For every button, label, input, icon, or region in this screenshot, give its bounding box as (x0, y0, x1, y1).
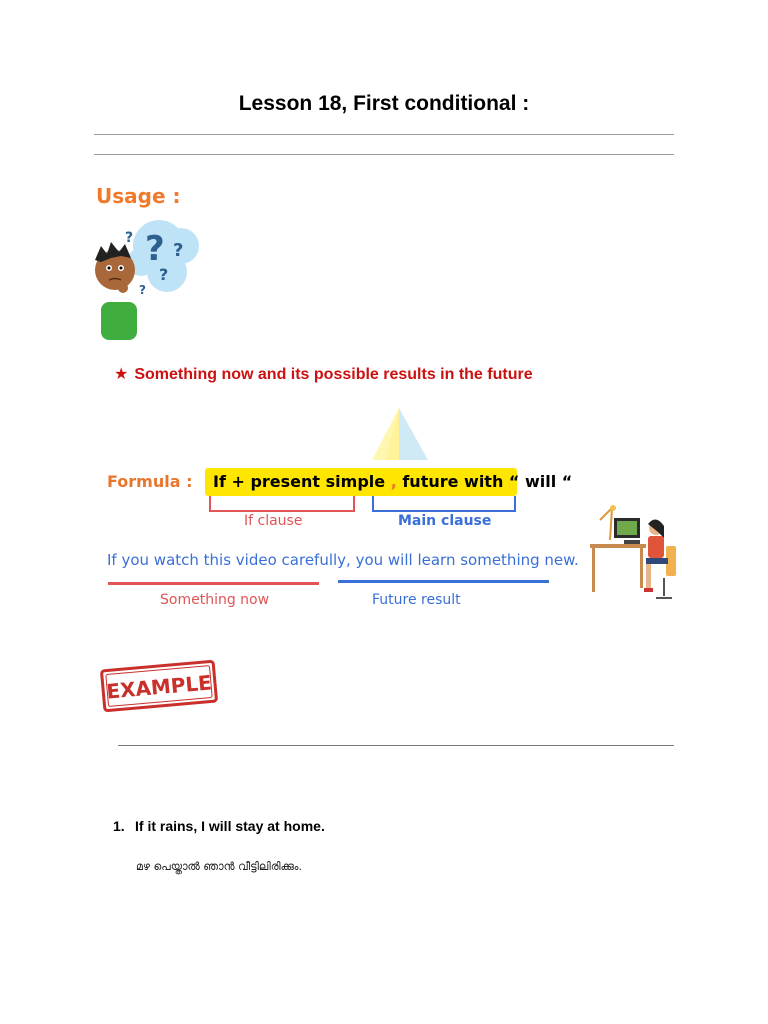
svg-text:?: ? (173, 240, 184, 261)
example-stamp (93, 646, 223, 724)
triangle-logo-icon (364, 406, 434, 462)
confused-boy-icon (91, 216, 201, 340)
formula-comma: , (390, 472, 397, 491)
list-item-number: 1. (113, 818, 125, 834)
title-rule-bottom (94, 154, 674, 155)
svg-text:?: ? (145, 229, 165, 269)
example-rule (118, 745, 674, 746)
future-result-underline (338, 580, 549, 583)
formula-part1: If + present simple (213, 472, 386, 491)
star-icon: ★ (114, 366, 129, 383)
formula-text (213, 472, 572, 491)
formula-part2: future with “ will “ (396, 472, 573, 491)
list-item (113, 818, 325, 834)
example-stamp-text: EXAMPLE (105, 670, 213, 704)
person-at-desk-icon (584, 500, 680, 604)
formula-label: Formula : (107, 472, 193, 491)
if-clause-label: If clause (244, 513, 303, 529)
main-clause-label: Main clause (398, 513, 492, 529)
main-clause-bracket (372, 496, 516, 512)
usage-point-text: Something now and its possible results in the future (134, 366, 533, 383)
formula-example-sentence: If you watch this video carefully, you will learn something new. (107, 551, 579, 569)
list-item-english: If it rains, I will stay at home. (135, 818, 325, 834)
something-now-underline (108, 582, 319, 585)
if-clause-bracket (209, 496, 355, 512)
page-title: Lesson 18, First conditional : (238, 92, 530, 115)
svg-text:?: ? (125, 230, 134, 246)
title-rule-top (94, 134, 674, 135)
list-item-malayalam: മഴ പെയ്താൽ ഞാൻ വീട്ടിലിരിക്കും. (136, 860, 303, 873)
something-now-label: Something now (160, 592, 270, 608)
usage-point (114, 364, 533, 384)
usage-heading: Usage : (96, 184, 181, 208)
future-result-label: Future result (372, 592, 461, 608)
svg-text:?: ? (139, 283, 146, 297)
svg-text:?: ? (159, 265, 169, 284)
